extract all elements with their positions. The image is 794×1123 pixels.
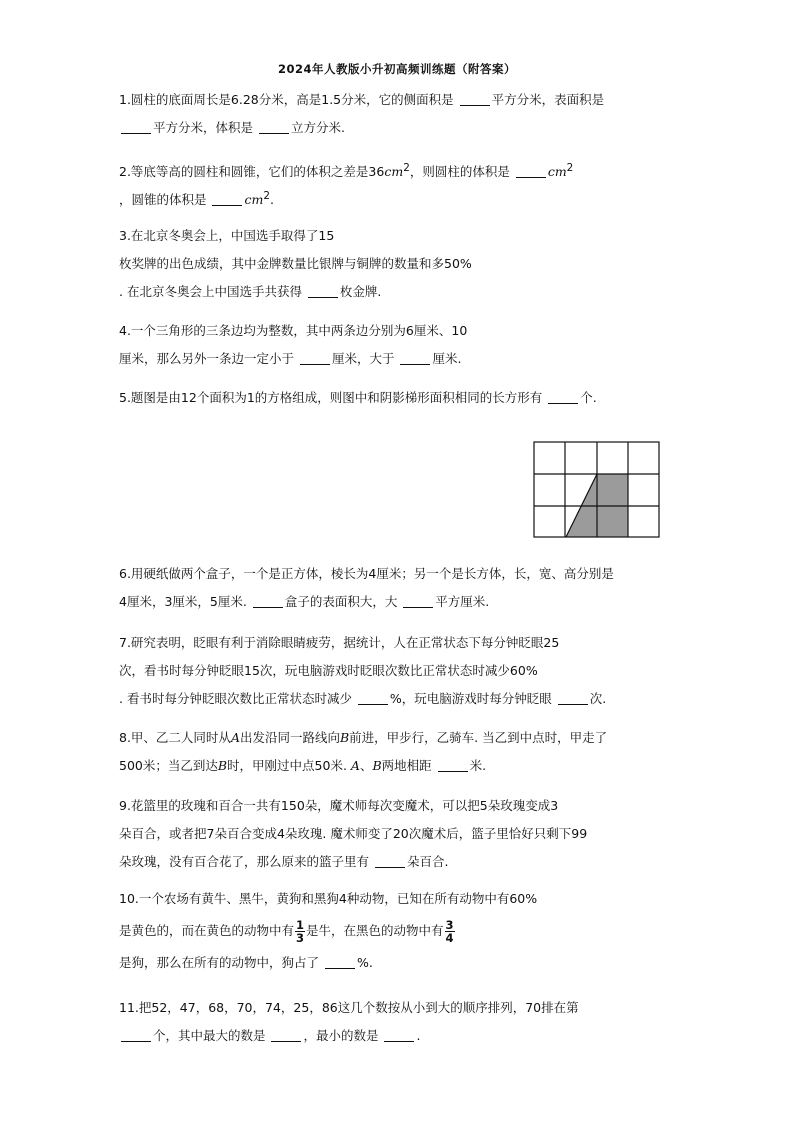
q7-text: 次. [589,691,607,706]
q8-text: 前进，甲步行，乙骑车. 当乙到中点时，甲走了 [349,730,608,745]
grid-lines [534,442,659,537]
answer-blank[interactable] [438,756,468,772]
q9-text: 9.花篮里的玫瑰和百合一共有150朵，魔术师每次变魔术，可以把5朵玫瑰变成3 [119,798,559,813]
q5-text: 个. [580,390,597,405]
answer-blank[interactable] [271,1026,301,1042]
question-3 [119,222,689,306]
q8-text: 时，甲刚过中点50米. [227,758,351,773]
q7-text: 次，看书时每分钟眨眼15次，玩电脑游戏时眨眼次数比正常状态时减少60% [119,663,538,678]
question-5 [119,384,689,412]
answer-blank[interactable] [358,689,388,705]
question-11 [119,994,689,1050]
fraction-numerator: 3 [445,918,454,932]
grid-figure [533,441,661,539]
q8-text: 两地相距 [381,758,436,773]
question-6 [119,560,689,616]
answer-blank[interactable] [300,349,330,365]
fraction-one-third [295,919,305,944]
fraction-three-quarters [445,919,455,944]
unit-cm: cm [547,164,567,180]
q5-text: 5.题图是由12个面积为1的方格组成，则图中和阴影梯形面积相同的长方形有 [119,390,547,405]
answer-blank[interactable] [403,592,433,608]
question-9 [119,792,689,876]
q7-text: 7.研究表明，眨眼有利于消除眼睛疲劳，据统计，人在正常状态下每分钟眨眼25 [119,635,560,650]
q4-text: 4.一个三角形的三条边均为整数，其中两条边分别为6厘米、10 [119,323,468,338]
q1-text: 平方分米，体积是 [153,120,257,135]
q2-text: 2.等底等高的圆柱和圆锥，它们的体积之差是36 [119,164,385,180]
q9-text: 朵百合. [406,854,449,869]
answer-blank[interactable] [259,118,289,134]
q6-text: 盒子的表面积大，大 [284,594,402,609]
q7-text: . 看书时每分钟眨眼次数比正常状态时减少 [119,691,356,706]
unit-exponent: 2 [566,162,574,174]
q9-text: 朵玫瑰，没有百合花了，那么原来的篮子里有 [119,854,373,869]
unit-exponent: 2 [263,190,270,202]
question-1 [119,86,689,142]
unit-cm: cm [244,192,264,208]
q9-text: 朵百合，或者把7朵百合变成4朵玫瑰. 魔术师变了20次魔术后，篮子里恰好只剩下99 [119,826,588,841]
question-4 [119,317,689,373]
q1-text: 平方分米，表面积是 [491,92,605,107]
unit-exponent: 2 [403,162,410,174]
answer-blank[interactable] [121,1026,151,1042]
q10-text: 是牛，在黑色的动物中有 [306,923,444,938]
q6-text: 6.用硬纸做两个盒子，一个是正方体，棱长为4厘米；另一个是长方体，长，宽、高分别是 [119,566,614,581]
question-2 [119,154,689,210]
q8-text: 米. [469,758,487,773]
unit-cm: cm [384,164,404,180]
q8-text: 、 [359,758,373,773]
q11-text: 个，其中最大的数是 [153,1028,270,1043]
q8-text: 500米；当乙到达 [119,758,218,773]
q10-text: 10.一个农场有黄牛、黑牛，黄狗和黑狗4种动物，已知在所有动物中有60% [119,891,538,906]
answer-blank[interactable] [516,162,546,178]
q1-text: 1.圆柱的底面周长是6.28分米，高是1.5分米，它的侧面积是 [119,92,458,107]
fraction-numerator: 1 [296,918,305,932]
q2-text: ，则圆柱的体积是 [409,164,514,180]
q3-text: . 在北京冬奥会上中国选手共获得 [119,284,306,299]
fraction-denominator: 3 [296,931,305,945]
q8-text: 8.甲、乙二人同时从 [119,730,231,745]
point-b: B [217,758,228,773]
q7-text: %，玩电脑游戏时每分钟眨眼 [389,691,556,706]
q3-text: 3.在北京冬奥会上，中国选手取得了15 [119,228,335,243]
answer-blank[interactable] [212,190,242,206]
answer-blank[interactable] [121,118,151,134]
point-a: A [350,758,360,773]
q10-text: 是黄色的，而在黄色的动物中有 [119,923,295,938]
answer-blank[interactable] [384,1026,414,1042]
point-a: A [230,730,240,745]
q2-text: . [269,192,274,208]
answer-blank[interactable] [253,592,283,608]
page-title: 2024年人教版小升初高频训练题（附答案） [277,62,516,76]
q3-text: 枚奖牌的出色成绩，其中金牌数量比银牌与铜牌的数量和多50% [119,256,472,271]
question-8 [119,724,689,780]
q6-text: 平方厘米. [435,594,490,609]
answer-blank[interactable] [308,282,338,298]
fraction-denominator: 4 [445,931,454,945]
answer-blank[interactable] [375,852,405,868]
q11-text: 11.把52，47，68，70，74，25，86这几个数按从小到大的顺序排列，70排在第 [119,1000,579,1015]
point-b: B [372,758,382,773]
answer-blank[interactable] [460,90,490,106]
q4-text: 厘米. [432,351,462,366]
question-10 [119,885,689,977]
q11-text: . [416,1028,421,1043]
answer-blank[interactable] [400,349,430,365]
q10-text: 是狗，那么在所有的动物中，狗占了 [119,955,323,970]
q10-text: %. [356,955,373,970]
q2-text: ，圆锥的体积是 [119,192,211,208]
q3-text: 枚金牌. [339,284,382,299]
question-7 [119,629,689,713]
answer-blank[interactable] [325,953,355,969]
q8-text: 出发沿同一路线向 [239,730,340,745]
q11-text: ，最小的数是 [303,1028,383,1043]
point-b: B [339,730,350,745]
q6-text: 4厘米，3厘米，5厘米. [119,594,251,609]
answer-blank[interactable] [548,388,578,404]
q4-text: 厘米，那么另外一条边一定小于 [119,351,298,366]
answer-blank[interactable] [558,689,588,705]
q4-text: 厘米，大于 [331,351,399,366]
q1-text: 立方分米. [290,120,345,135]
